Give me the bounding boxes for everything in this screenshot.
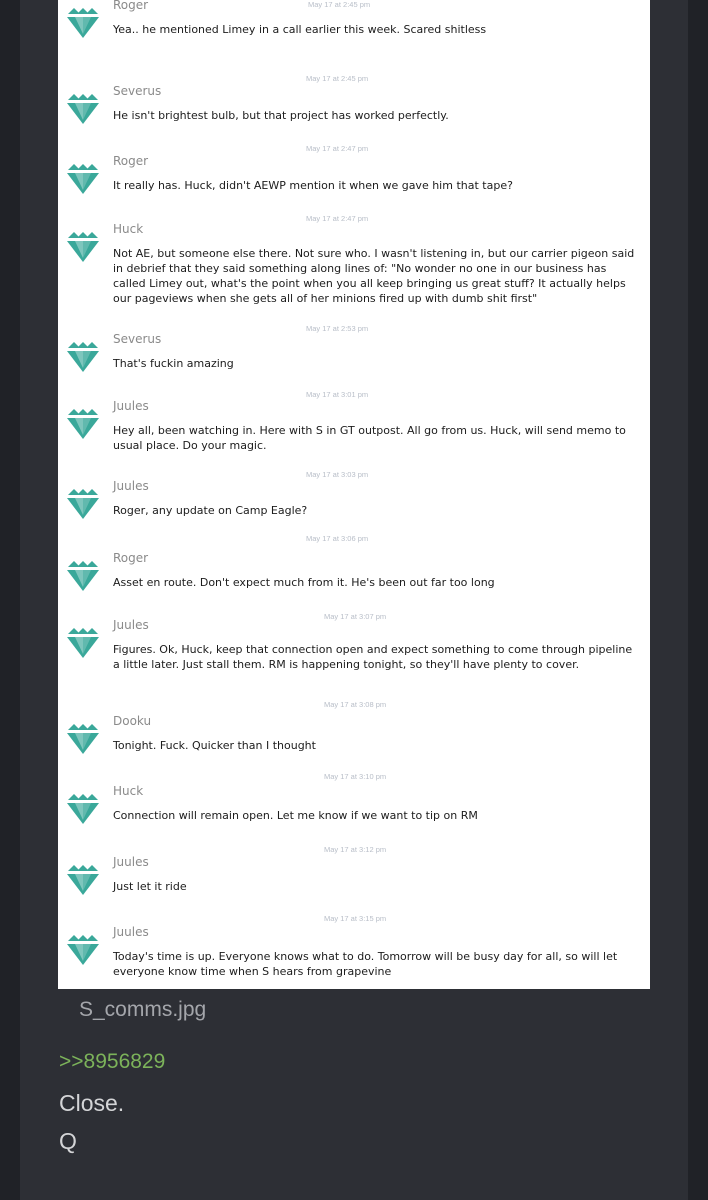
message-timestamp: May 17 at 3:03 pm xyxy=(306,470,369,479)
message-text: It really has. Huck, didn't AEWP mention it when we gave him that tape? xyxy=(113,179,513,192)
message-timestamp: May 17 at 3:07 pm xyxy=(324,612,387,621)
message-author: Juules xyxy=(113,479,149,493)
message-timestamp: May 17 at 3:01 pm xyxy=(306,390,369,399)
message-text: Asset en route. Don't expect much from it. He's been out far too long xyxy=(113,576,495,589)
diamond-icon xyxy=(64,931,102,969)
message-text: Not AE, but someone else there. Not sure who. I wasn't listening in, but our carrier pigeon said in debrief that they said something along lines of: "No wonder no one in our business has called Limey out, what's the point when you all keep bringing us great stuff? It actually helps our pageviews when she gets all of her minions fired up with dumb shit first" xyxy=(113,247,635,305)
message-text: Hey all, been watching in. Here with S in GT outpost. All go from us. Huck, will send memo to usual place. Do your magic. xyxy=(113,424,626,452)
message-author: Roger xyxy=(113,0,149,12)
message-author: Juules xyxy=(113,855,149,869)
message-author: Huck xyxy=(113,784,144,798)
message-timestamp: May 17 at 3:10 pm xyxy=(324,772,387,781)
diamond-icon xyxy=(64,861,102,899)
message-timestamp: May 17 at 2:47 pm xyxy=(306,144,369,153)
diamond-icon xyxy=(64,720,102,758)
message-timestamp: May 17 at 3:08 pm xyxy=(324,700,387,709)
diamond-icon xyxy=(64,557,102,595)
message-author: Roger xyxy=(113,551,149,565)
message-text: He isn't brightest bulb, but that project has worked perfectly. xyxy=(113,109,449,122)
message-text: Yea.. he mentioned Limey in a call earlier this week. Scared shitless xyxy=(113,23,487,36)
message-timestamp: May 17 at 2:45 pm xyxy=(306,74,369,83)
chat-screenshot-image[interactable] xyxy=(58,0,650,989)
message-author: Juules xyxy=(113,399,149,413)
diamond-icon xyxy=(64,90,102,128)
message-author: Severus xyxy=(113,84,162,98)
image-filename[interactable]: S_comms.jpg xyxy=(79,998,207,1021)
diamond-icon xyxy=(64,228,102,266)
diamond-icon xyxy=(64,485,102,523)
message-text: Today's time is up. Everyone knows what to do. Tomorrow will be busy day for all, so will let everyone know time when S hears from grapevine xyxy=(113,950,618,978)
message-timestamp: May 17 at 2:45 pm xyxy=(308,0,371,9)
message-text: Roger, any update on Camp Eagle? xyxy=(113,504,308,517)
message-text: Tonight. Fuck. Quicker than I thought xyxy=(113,739,316,752)
diamond-icon xyxy=(64,4,102,42)
message-author: Juules xyxy=(113,618,149,632)
diamond-icon xyxy=(64,790,102,828)
message-timestamp: May 17 at 3:06 pm xyxy=(306,534,369,543)
message-timestamp: May 17 at 3:12 pm xyxy=(324,845,387,854)
message-timestamp: May 17 at 3:15 pm xyxy=(324,914,387,923)
diamond-icon xyxy=(64,405,102,443)
diamond-icon xyxy=(64,624,102,662)
message-text: That's fuckin amazing xyxy=(113,357,234,370)
message-author: Huck xyxy=(113,222,144,236)
message-author: Roger xyxy=(113,154,149,168)
diamond-icon xyxy=(64,160,102,198)
message-timestamp: May 17 at 2:53 pm xyxy=(306,324,369,333)
message-text: Figures. Ok, Huck, keep that connection open and expect something to come through pipeline a little later. Just stall them. RM is happening tonight, so they'll have plenty to cover. xyxy=(113,643,633,671)
message-author: Severus xyxy=(113,332,162,346)
post-signature: Q xyxy=(59,1128,77,1154)
message-text: Connection will remain open. Let me know if we want to tip on RM xyxy=(113,809,478,822)
post-container xyxy=(20,0,688,1200)
message-text: Just let it ride xyxy=(113,880,187,893)
diamond-icon xyxy=(64,338,102,376)
post-text-line-1: Close. xyxy=(59,1090,125,1116)
message-timestamp: May 17 at 2:47 pm xyxy=(306,214,369,223)
message-author: Juules xyxy=(113,925,149,939)
message-author: Dooku xyxy=(113,714,152,728)
reply-link[interactable]: >>8956829 xyxy=(59,1050,166,1073)
